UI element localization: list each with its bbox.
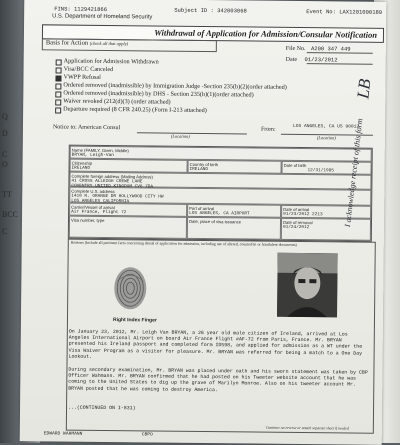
file-no-label: File No. [285, 45, 306, 53]
removal-date-cell [281, 218, 371, 241]
port-label: Port of arrival [189, 205, 215, 211]
us-address-line-2: LOS ANGELES CALIFORNIA [71, 198, 130, 204]
carrier-cell [69, 203, 187, 217]
citizenship-label: Citizenship [71, 160, 93, 166]
from-label: From: [260, 126, 276, 133]
checkbox-ordered-removed-ij[interactable] [55, 83, 61, 89]
from-value: LOS ANGELES, CA US 90012 [292, 123, 360, 130]
subject-photo [277, 253, 338, 318]
handwritten-initials: LB [353, 77, 375, 100]
cob-value: IRELAND [189, 166, 209, 172]
carrier-value: Air France, Flight 72 [71, 209, 127, 215]
checkbox-vwpp-refusal[interactable] [55, 75, 61, 81]
officer-name: EDWARD WAHMANN [43, 431, 83, 437]
notice-to-label: Notice to: American Consul [52, 124, 121, 132]
checkbox-ordered-removed-dhs[interactable] [55, 91, 61, 97]
option-label: Departure required (8 CFR 240.25) (Form I-213 attached) [63, 105, 207, 115]
edge-fragment: BCC [2, 210, 19, 219]
option-label: Visa/BCC Canceled [63, 65, 114, 74]
edge-fragment: D [2, 129, 8, 138]
handwritten-acknowledgement: I acknowledge receipt of this form [342, 117, 365, 228]
edge-fragment: O [2, 160, 8, 169]
removal-date-value: 01/24/2012 [282, 224, 310, 230]
officer-title: CBPO [141, 432, 153, 438]
option-label: Waiver revoked (212(d)(3) (order attached) [63, 97, 171, 106]
visa-date-label: Date, place of visa issuance [188, 218, 242, 224]
edge-fragment: TT [2, 190, 12, 199]
fingerprint-image [105, 261, 156, 314]
date-label: Date [285, 56, 298, 63]
us-address-line-1: 1410 N. ORANGE DR HOLLYWOOD CITY HW [71, 193, 164, 200]
removal-date-label: Date of removal [282, 219, 313, 225]
name-label: Name (FAMILY, Given, Middle) [71, 147, 129, 153]
us-address-label: Complete U.S. address [71, 188, 115, 194]
option-label: VWPP Refusal [63, 73, 101, 81]
agency-name: U.S. Department of Homeland Security [52, 13, 153, 21]
narrative-paragraph-2: During secondary examination, Mr. BRYAN was placed under oath and his sworn statement was taken by CBP Officer Wahmann. Mr. BRYAN confirmed that he had posted on his Tweeter website account that he was coming to the United States to dig up the grave of Marilyn Monroe. Also on his tweeter account Mr. BRYAN posted that he was coming to destroy America. [68, 367, 368, 393]
from-location-label: (Location) [316, 135, 336, 141]
edge-fragment: C [2, 227, 8, 236]
edge-fragment: Q [2, 112, 8, 121]
fingerprint-label: Right Index Finger [112, 317, 157, 324]
notice-to-line [137, 132, 247, 134]
notice-to-location-label: (Location) [170, 133, 190, 139]
checkbox-withdrawn[interactable] [56, 59, 62, 65]
subject-info-grid [68, 145, 373, 242]
continue-note: Continue on reverse or attach separate sheet if needed [265, 425, 349, 431]
foreign-address-line-1: 41 CROSS ALLEIGH CREWE LANE [71, 178, 143, 184]
arrival-date-value: 01/23/2012 2213 [283, 211, 323, 217]
basis-label: Basis for Action [45, 39, 89, 47]
narrative-continued: ...(CONTINUED ON I-831) [68, 405, 136, 412]
subject-id: Subject ID : 342003068 [174, 6, 247, 15]
arrival-date-cell [281, 205, 371, 219]
arrival-date-label: Date of arrival [283, 206, 310, 212]
dob-value: 12/31/1985 [307, 167, 334, 173]
basis-note: (check all that apply) [89, 40, 129, 47]
citizenship-cell [70, 159, 188, 173]
cob-label: Country of birth [189, 161, 219, 167]
port-cell [187, 204, 281, 218]
file-no-value: A200 347 449 [310, 45, 351, 53]
foreign-address-line-2: COVENTRY UNITED KINGDOM CV6 7DA [71, 183, 154, 189]
option-label: Ordered removed (inadmissible) by DHS - Section 235(b)(1)(order attached) [63, 89, 254, 99]
cob-cell [188, 160, 282, 174]
visa-date-cell [187, 217, 281, 240]
port-value: LOS ANGELES, CA AIRPORT [189, 210, 250, 216]
checkbox-visa-canceled[interactable] [56, 67, 62, 73]
visa-label: Visa number, type [70, 217, 105, 223]
carrier-label: Carrier/Vessel of arrival [71, 204, 115, 210]
option-label: Application for Admission Withdrawn [63, 57, 159, 66]
remarks-label: Reasons (Include all pertinent facts concerning denial of application for admission, including use of altered, counterfeit or fraudulent documents) [70, 240, 297, 247]
visa-cell [69, 216, 187, 239]
withdrawal-form-document [20, 0, 387, 445]
basis-for-action-header [42, 38, 217, 52]
fins-number: FINS: 1129421866 [54, 5, 108, 13]
foreign-address-label: Complete foreign address (Mailing Address) [71, 173, 153, 179]
edge-fragment: C [2, 150, 8, 159]
date-underline [307, 63, 373, 65]
dob-label: Date of birth [283, 162, 307, 168]
checkbox-waiver-revoked[interactable] [55, 99, 61, 105]
file-no-underline [307, 52, 373, 54]
form-title: Withdrawal of Application for Admission/Consular Notification [154, 27, 378, 40]
citizenship-value: IRELAND [71, 165, 91, 171]
checkbox-departure-required[interactable] [55, 107, 61, 113]
date-value: 01/23/2012 [304, 56, 338, 64]
option-label: Ordered removed (inadmissible) by Immigration Judge -Section 235(b)(2)(order attached) [63, 81, 287, 91]
narrative-paragraph-1: On January 23, 2012, Mr. Leigh Van BRYAN, a 26 year old male citizen of Ireland, arrived at Los Angeles International Airport on board Air France Flight #AF-72 from Paris, France. Mr. BRYAN presented his Ireland passport and completed form ID598, and applied for admission as a WT under the Visa Waiver Program as a visitor for pleasure. Mr. BRYAN was referred for being a match to a One Day Lookout. [68, 329, 363, 360]
name-value: BRYAN, Leigh-Van [71, 152, 114, 158]
event-number: Event No: LAX1201000189 [306, 8, 383, 16]
